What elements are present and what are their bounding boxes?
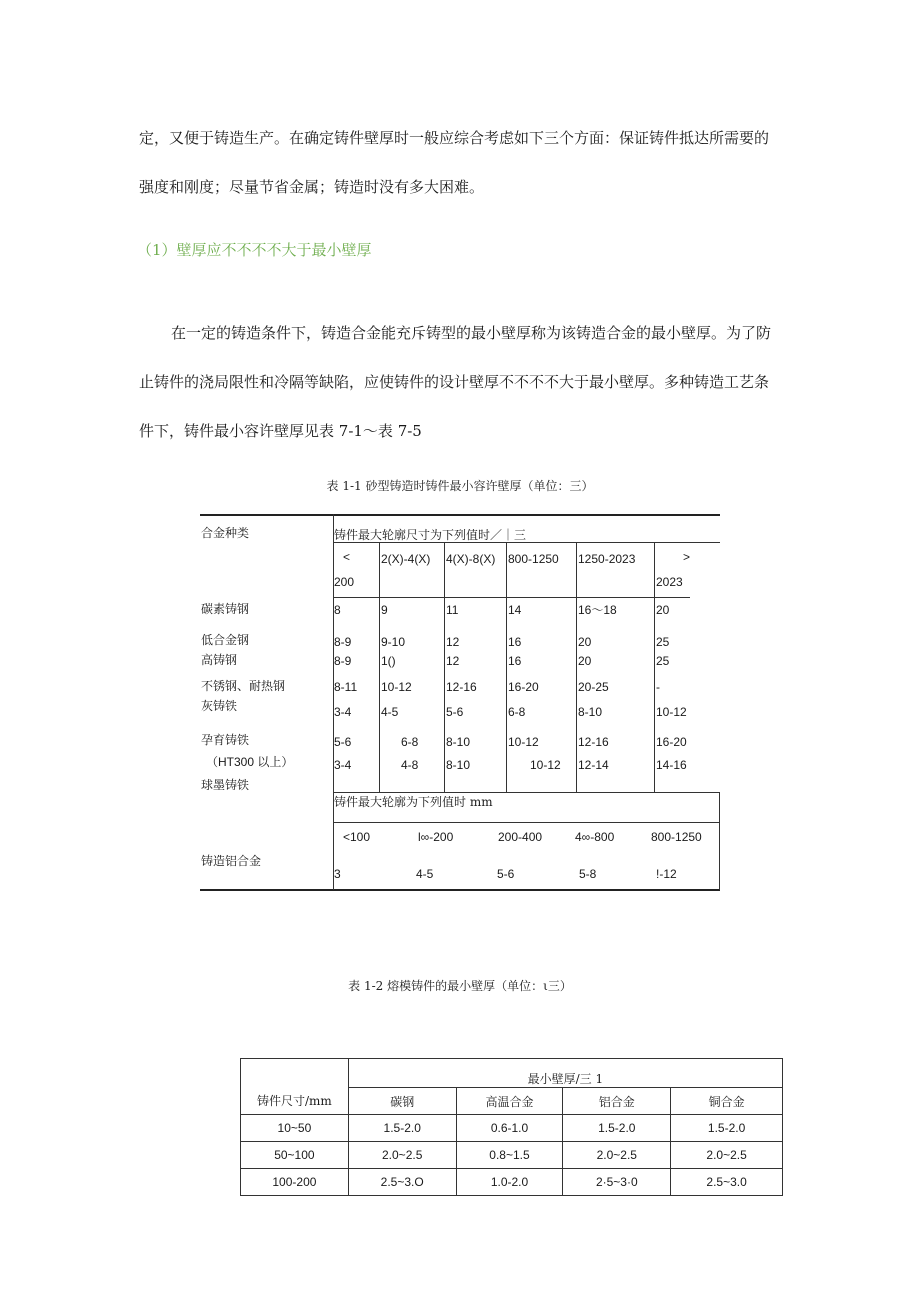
table1-vline-1 [379, 542, 380, 792]
table1-cell: 8 [334, 603, 341, 617]
table1-top-rule [200, 514, 720, 516]
table1-cell: 20-25 [578, 680, 609, 694]
table2-cell: 1.0-2.0 [456, 1169, 563, 1196]
table1-cell: 5-6 [446, 705, 464, 719]
table1-cell: 6-8 [508, 705, 526, 719]
table1-cell: 25 [656, 654, 670, 668]
table1-cell: 10-12 [530, 758, 561, 772]
table2-cell: 2.0~2.5 [348, 1142, 456, 1169]
table1-al-col: l∞-200 [418, 830, 454, 844]
table1-cell: 8-10 [578, 705, 603, 719]
table1-row-name: 球墨铸铁 [201, 778, 250, 792]
table1-cell: 12 [446, 654, 460, 668]
table1-vline-2 [444, 542, 445, 792]
body-line-1: 在一定的铸造条件下，铸造合金能充斥铸型的最小壁厚称为该铸造合金的最小壁厚。为了防 [171, 324, 772, 342]
table1-cell: 12 [446, 635, 460, 649]
table1-row-name: 高铸钢 [201, 653, 238, 667]
table1-cell: 8-10 [446, 758, 471, 772]
table1-size-col-6-top: > [683, 550, 691, 564]
table2-material-header: 碳钢 [348, 1088, 456, 1115]
intro-line-2: 强度和刚度；尽量节省金属；铸造时没有多大困难。 [139, 178, 485, 196]
table1-cell: 25 [656, 635, 670, 649]
table1-row-name: 孕育铸铁 [201, 733, 250, 747]
table1-cell: 1() [381, 654, 396, 668]
table1-al-rule-mid [333, 822, 720, 823]
table2-cell: 2.5~3.0 [671, 1169, 783, 1196]
table1-caption: 表 1-1 砂型铸造时铸件最小容许壁厚（单位：三） [326, 479, 594, 493]
table1-subheader-rule [333, 597, 690, 598]
table1-size-header: 铸件最大轮廓尺寸为下列值时／｜三 [334, 528, 527, 542]
table1-al-value: 4-5 [416, 867, 434, 881]
table-row [241, 1142, 783, 1169]
table1-al-col: 4∞-800 [575, 830, 615, 844]
table1-cell: 20 [578, 654, 592, 668]
table1-cell: 16 [508, 654, 522, 668]
table2-size: 100-200 [241, 1169, 349, 1196]
table2 [240, 1058, 783, 1196]
table1-al-rule-top [333, 792, 720, 793]
table1-vline-right [719, 792, 720, 890]
table2-cell: 1.5-2.0 [348, 1115, 456, 1142]
table1-al-header: 铸件最大轮廓为下列值时 mm [334, 795, 493, 809]
table1-cell: 16-20 [656, 735, 687, 749]
table1-row-name: 碳素铸钢 [201, 602, 250, 616]
table2-cell: 0.6-1.0 [456, 1115, 563, 1142]
table1-size-col-4: 800-1250 [508, 552, 559, 566]
table1-size-col-1-top: < [343, 550, 351, 564]
table1-cell: 12-16 [446, 680, 477, 694]
table1-cell: 20 [578, 635, 592, 649]
table2-caption: 表 1-2 熔模铸件的最小壁厚（单位：ι三） [348, 979, 572, 993]
table1-cell: 3-4 [334, 758, 352, 772]
table1-al-value: 3 [334, 867, 341, 881]
table2-cell: 1.5-2.0 [563, 1115, 671, 1142]
table2-material-header: 铝合金 [563, 1088, 671, 1115]
section-heading: （1）壁厚应不不不不大于最小壁厚 [137, 241, 372, 259]
table1-col0-header: 合金种类 [201, 526, 250, 540]
table1-al-col: 800-1250 [651, 830, 702, 844]
table1-size-col-1-bottom: 200 [334, 575, 355, 589]
table1-al-value: 5-8 [579, 867, 597, 881]
table2-size: 10~50 [241, 1115, 349, 1142]
table1-row-name: （HT300 以上） [206, 755, 294, 769]
table1-cell: 9-10 [381, 635, 406, 649]
table1-size-col-2: 2(X)-4(X) [381, 552, 431, 566]
table1-vline-4 [576, 542, 577, 792]
table2-cell: 2.5~3.O [348, 1169, 456, 1196]
table1-size-col-5: 1250-2023 [578, 552, 636, 566]
table1-al-col: 200-400 [498, 830, 543, 844]
table1-vline-0 [333, 514, 334, 890]
table1-bottom-rule [200, 889, 720, 891]
table1-cell: 11 [446, 603, 459, 617]
table1-vline-5 [654, 542, 655, 792]
table1-cell: 6-8 [401, 735, 419, 749]
table1-header-rule [333, 542, 720, 543]
table1-cell: 10-12 [381, 680, 412, 694]
table2-size: 50~100 [241, 1142, 349, 1169]
table1-cell: 5-6 [334, 735, 352, 749]
table2-material-header: 高温合金 [456, 1088, 563, 1115]
table1-row-name: 低合金钢 [201, 633, 250, 647]
body-line-2: 止铸件的浇局限性和冷隔等缺陷，应使铸件的设计壁厚不不不不大于最小壁厚。多种铸造工艺条 [139, 373, 770, 391]
table1-cell: 8-9 [334, 654, 352, 668]
table2-cell: 2·5~3·0 [563, 1169, 671, 1196]
table1-cell: 10-12 [508, 735, 539, 749]
table2-cell: 0.8~1.5 [456, 1142, 563, 1169]
table1-cell: 3-4 [334, 705, 352, 719]
table1-cell: 16～18 [578, 603, 617, 617]
table-row [241, 1169, 783, 1196]
table1-cell: 12-16 [578, 735, 609, 749]
table1-cell: 4-8 [401, 758, 419, 772]
table1-cell: 8-9 [334, 635, 352, 649]
table1-cell: 14 [508, 603, 522, 617]
table1-al-value: !-12 [656, 867, 677, 881]
table1-cell: 4-5 [381, 705, 399, 719]
table2-cell: 1.5-2.0 [671, 1115, 783, 1142]
table1-cell: 8-11 [334, 680, 358, 694]
table1-row-name: 灰铸铁 [201, 699, 238, 713]
table2-col0-header: 铸件尺寸/mm [241, 1059, 349, 1115]
table1-cell: 9 [381, 603, 388, 617]
table2-group-header: 最小壁厚/三 1 [348, 1059, 782, 1088]
table1-cell: 10-12 [656, 705, 687, 719]
table1-row-name: 不锈钢、耐热钢 [201, 679, 286, 693]
table1-size-col-3: 4(X)-8(X) [446, 552, 496, 566]
table2-material-header: 铜合金 [671, 1088, 783, 1115]
table1-al-row-name: 铸造铝合金 [201, 854, 262, 868]
table2-group-header-row [241, 1059, 783, 1088]
table2-cell: 2.0~2.5 [671, 1142, 783, 1169]
intro-line-1: 定，又便于铸造生产。在确定铸件壁厚时一般应综合考虑如下三个方面：保证铸件抵达所需要的 [139, 129, 770, 147]
table1-cell: - [656, 680, 660, 694]
table1-size-col-6-bottom: 2023 [656, 575, 683, 589]
table1-cell: 20 [656, 603, 670, 617]
table1-al-value: 5-6 [497, 867, 515, 881]
table1-cell: 8-10 [446, 735, 471, 749]
table1-cell: 14-16 [656, 758, 687, 772]
table1-cell: 16 [508, 635, 522, 649]
table1-al-col: <100 [343, 830, 371, 844]
table1-vline-3 [506, 542, 507, 792]
table-row [241, 1115, 783, 1142]
table2-cell: 2.0~2.5 [563, 1142, 671, 1169]
body-line-3: 件下，铸件最小容许壁厚见表 7-1～表 7-5 [139, 422, 422, 440]
table1-cell: 12-14 [578, 758, 609, 772]
table1-cell: 16-20 [508, 680, 539, 694]
